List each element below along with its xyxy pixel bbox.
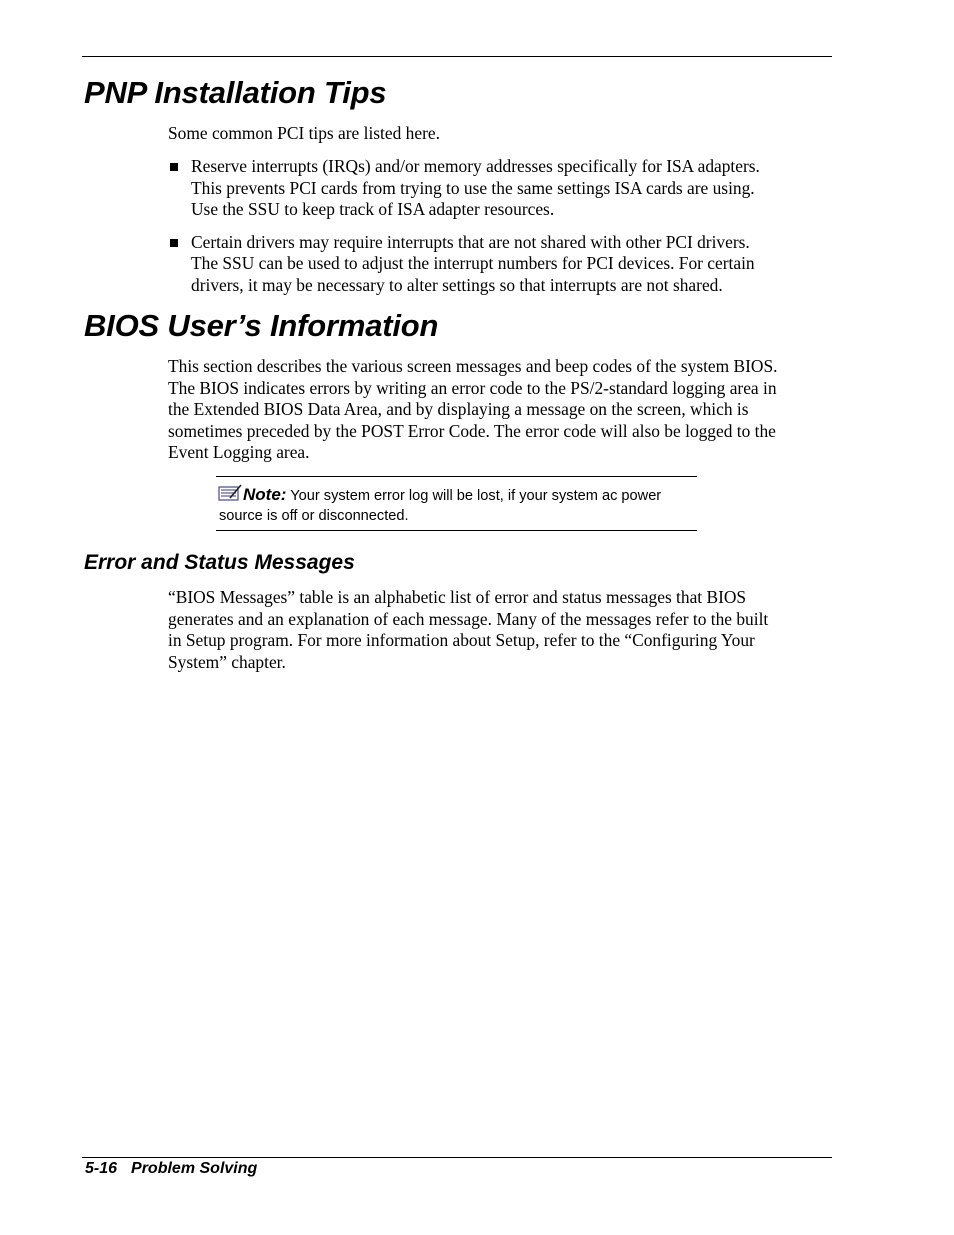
chapter-name: Problem Solving — [131, 1160, 258, 1177]
note-callout — [216, 476, 697, 531]
top-rule — [82, 56, 832, 57]
bottom-rule — [82, 1157, 832, 1158]
note-text-1: Your system error log will be lost, if your system ac power — [286, 488, 662, 504]
note-pad-icon — [218, 484, 242, 502]
square-bullet-icon — [170, 163, 178, 171]
square-bullet-icon — [170, 239, 178, 247]
pnp-section-title: PNP Installation Tips — [84, 75, 387, 110]
bios-paragraph: This section describes the various screen messages and beep codes of the system BIOS. The BIOS indicates errors by writing an error code to the PS/2-standard logging area in the Extended BIOS Data Area, and by displaying a message on the screen, which is sometimes preceded by the POST Error Code. The error code will also be logged to the Event Logging area. — [168, 356, 778, 462]
bios-section-title: BIOS User’s Information — [84, 308, 439, 343]
note-line-1 — [243, 486, 661, 505]
page-footer — [85, 1159, 257, 1179]
errors-section-title: Error and Status Messages — [84, 551, 355, 574]
pnp-intro: Some common PCI tips are listed here. — [168, 123, 440, 143]
note-label: Note: — [243, 485, 287, 504]
list-item — [168, 232, 760, 297]
list-item-text: Certain drivers may require interrupts that are not shared with other PCI drivers. The SSU can be used to adjust the interrupt numbers for PCI devices. For certain drivers, it may be necessary to alter settings so that interrupts are not shared. — [191, 231, 755, 295]
pnp-tips-list — [168, 156, 760, 296]
list-item — [168, 156, 760, 221]
list-item-text: Reserve interrupts (IRQs) and/or memory addresses specifically for ISA adapters. This prevents PCI cards from trying to use the same settings ISA cards are using. Use the SSU to keep track of ISA adapter resources. — [191, 156, 760, 219]
page-number: 5-16 — [85, 1160, 118, 1177]
errors-paragraph: “BIOS Messages” table is an alphabetic list of error and status messages that BIOS generates and an explanation of each message. Many of the messages refer to the built in Setup program. For more information about Setup, refer to the “Configuring Your System” chapter. — [168, 587, 769, 672]
note-line-2: source is off or disconnected. — [219, 508, 409, 524]
